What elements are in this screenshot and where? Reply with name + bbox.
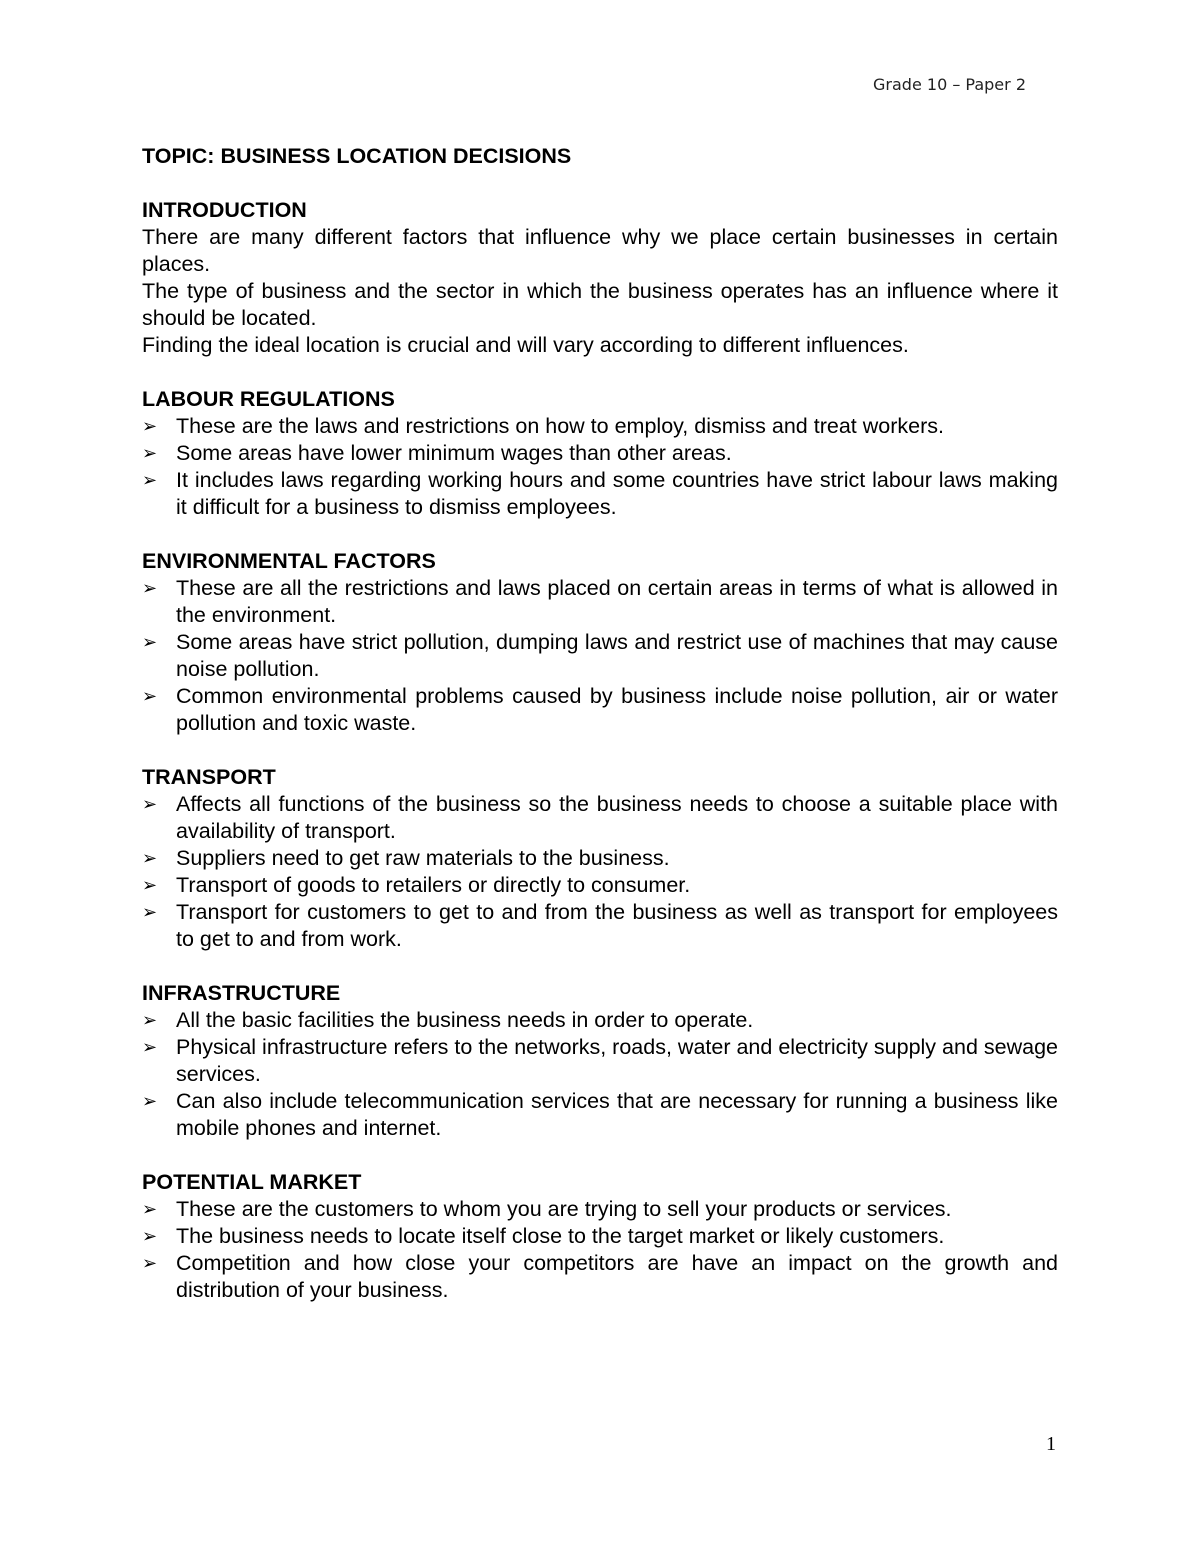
section-labour-regulations	[142, 386, 1058, 521]
arrowhead-bullet-icon: ➢	[142, 1037, 158, 1057]
list-item-text: Transport of goods to retailers or directly to consumer.	[176, 873, 691, 897]
arrowhead-bullet-icon: ➢	[142, 1091, 158, 1111]
section-heading: TRANSPORT	[142, 765, 276, 789]
list-item-text: Competition and how close your competitors are have an impact on the growth and distribution of your business.	[176, 1251, 1058, 1302]
list-item-text: Some areas have lower minimum wages than other areas.	[176, 441, 732, 465]
bullet-list	[142, 413, 1058, 521]
page-header: Grade 10 – Paper 2	[873, 75, 1026, 94]
list-item-text: Affects all functions of the business so the business needs to choose a suitable place with availability of transport.	[176, 792, 1058, 843]
bullet-list	[142, 1007, 1058, 1142]
section-potential-market	[142, 1169, 1058, 1304]
list-item	[142, 1250, 1058, 1304]
list-item	[142, 629, 1058, 683]
list-item-text: Physical infrastructure refers to the networks, roads, water and electricity supply and sewage services.	[176, 1035, 1058, 1086]
list-item	[142, 899, 1058, 953]
list-item-text: Suppliers need to get raw materials to the business.	[176, 846, 670, 870]
document-body	[142, 143, 1058, 1331]
list-item	[142, 1088, 1058, 1142]
section-heading: ENVIRONMENTAL FACTORS	[142, 549, 436, 573]
list-item-text: All the basic facilities the business needs in order to operate.	[176, 1008, 754, 1032]
section-infrastructure	[142, 980, 1058, 1142]
intro-paragraph: The type of business and the sector in which the business operates has an influence where it should be located.	[142, 279, 1058, 330]
list-item	[142, 872, 1058, 899]
list-item	[142, 467, 1058, 521]
list-item	[142, 413, 1058, 440]
page-number: 1	[1046, 1433, 1056, 1455]
section-transport	[142, 764, 1058, 953]
arrowhead-bullet-icon: ➢	[142, 578, 158, 598]
list-item-text: These are all the restrictions and laws placed on certain areas in terms of what is allowed in the environment.	[176, 576, 1058, 627]
section-heading: POTENTIAL MARKET	[142, 1170, 362, 1194]
intro-paragraph: Finding the ideal location is crucial and will vary according to different influences.	[142, 333, 909, 357]
arrowhead-bullet-icon: ➢	[142, 470, 158, 490]
list-item	[142, 1196, 1058, 1223]
section-introduction	[142, 197, 1058, 359]
list-item-text: These are the customers to whom you are trying to sell your products or services.	[176, 1197, 952, 1221]
bullet-list	[142, 791, 1058, 953]
intro-paragraph: There are many different factors that influence why we place certain businesses in certain places.	[142, 225, 1058, 276]
arrowhead-bullet-icon: ➢	[142, 416, 158, 436]
list-item	[142, 683, 1058, 737]
list-item	[142, 845, 1058, 872]
list-item-text: The business needs to locate itself close to the target market or likely customers.	[176, 1224, 945, 1248]
arrowhead-bullet-icon: ➢	[142, 1199, 158, 1219]
arrowhead-bullet-icon: ➢	[142, 1226, 158, 1246]
arrowhead-bullet-icon: ➢	[142, 686, 158, 706]
list-item	[142, 575, 1058, 629]
section-heading: INTRODUCTION	[142, 198, 307, 222]
list-item	[142, 1034, 1058, 1088]
bullet-list	[142, 1196, 1058, 1304]
list-item-text: Some areas have strict pollution, dumping laws and restrict use of machines that may cause noise pollution.	[176, 630, 1058, 681]
arrowhead-bullet-icon: ➢	[142, 632, 158, 652]
document-title: TOPIC: BUSINESS LOCATION DECISIONS	[142, 144, 572, 168]
section-environmental-factors	[142, 548, 1058, 737]
arrowhead-bullet-icon: ➢	[142, 875, 158, 895]
list-item	[142, 791, 1058, 845]
arrowhead-bullet-icon: ➢	[142, 443, 158, 463]
arrowhead-bullet-icon: ➢	[142, 1253, 158, 1273]
list-item	[142, 440, 1058, 467]
list-item	[142, 1007, 1058, 1034]
list-item-text: It includes laws regarding working hours and some countries have strict labour laws making it difficult for a business to dismiss employees.	[176, 468, 1058, 519]
list-item-text: Transport for customers to get to and from the business as well as transport for employees to get to and from work.	[176, 900, 1058, 951]
arrowhead-bullet-icon: ➢	[142, 794, 158, 814]
arrowhead-bullet-icon: ➢	[142, 902, 158, 922]
list-item-text: Can also include telecommunication services that are necessary for running a business like mobile phones and internet.	[176, 1089, 1058, 1140]
list-item-text: These are the laws and restrictions on how to employ, dismiss and treat workers.	[176, 414, 944, 438]
section-heading: LABOUR REGULATIONS	[142, 387, 395, 411]
section-heading: INFRASTRUCTURE	[142, 981, 341, 1005]
bullet-list	[142, 575, 1058, 737]
list-item-text: Common environmental problems caused by business include noise pollution, air or water pollution and toxic waste.	[176, 684, 1058, 735]
arrowhead-bullet-icon: ➢	[142, 848, 158, 868]
list-item	[142, 1223, 1058, 1250]
arrowhead-bullet-icon: ➢	[142, 1010, 158, 1030]
